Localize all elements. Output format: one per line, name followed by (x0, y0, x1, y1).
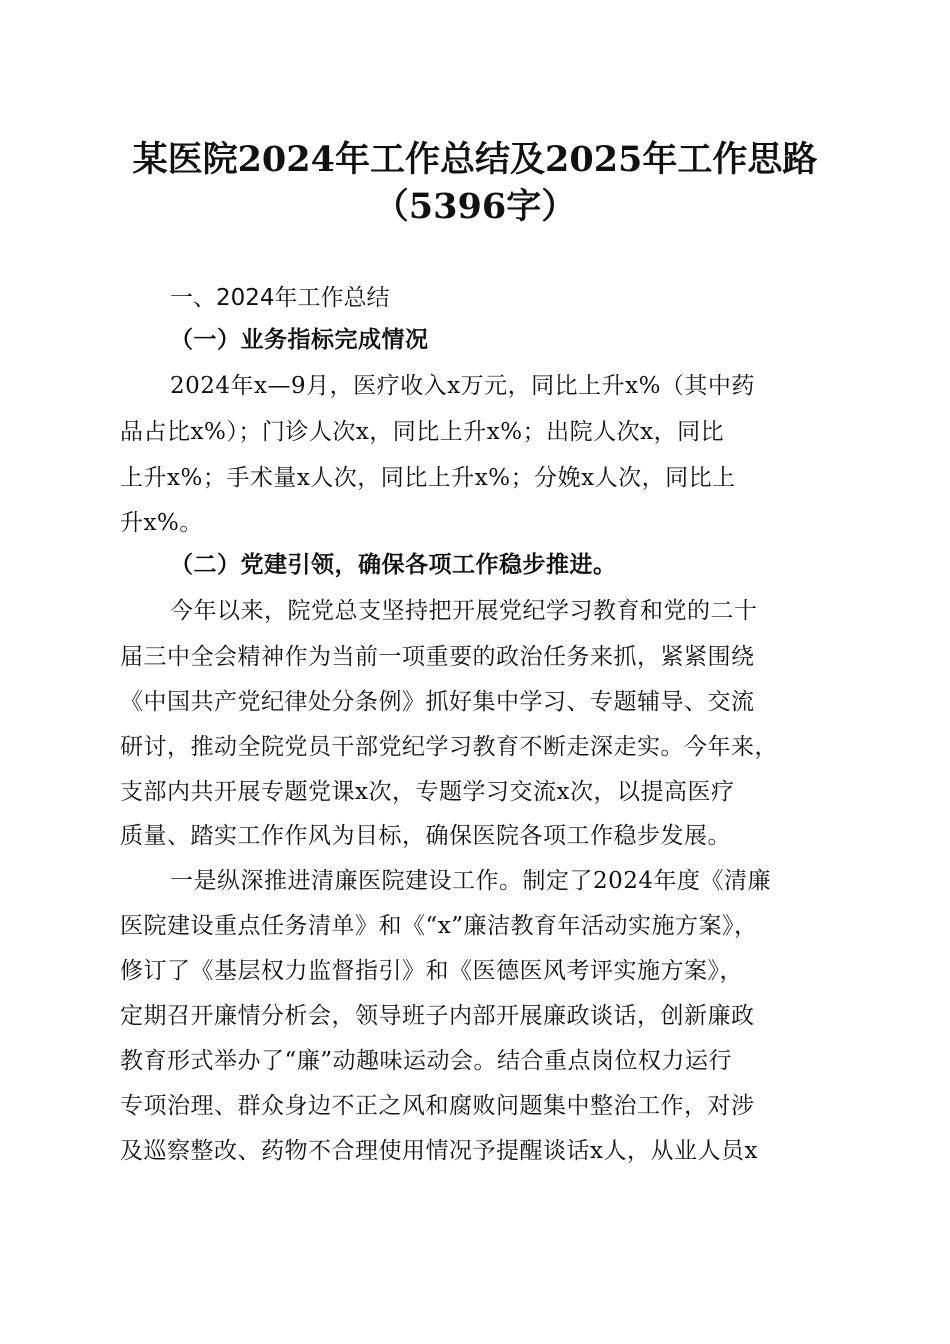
subsection-heading: （一）业务指标完成情况 (170, 326, 429, 353)
paragraph-line: 今年以来，院党总支坚持把开展党纪学习教育和党的二十 (170, 598, 758, 624)
document-title-wordcount: （5396字） (373, 186, 577, 227)
paragraph-line: 专项治理、群众身边不正之风和腐败问题集中整治工作，对涉 (120, 1093, 755, 1119)
paragraph-line: 医院建设重点任务清单》和《“x”廉洁教育年活动实施方案》， (120, 913, 758, 939)
paragraph-line: 及巡察整改、药物不合理使用情况予提醒谈话x人，从业人员x (120, 1138, 758, 1164)
paragraph-line: 《中国共产党纪律处分条例》抓好集中学习、专题辅导、交流 (120, 689, 755, 715)
paragraph-line: 修订了《基层权力监督指引》和《医德医风考评实施方案》， (120, 958, 743, 984)
paragraph-line: 教育形式举办了“廉”动趣味运动会。结合重点岗位权力运行 (120, 1048, 733, 1074)
subsection-heading: （二）党建引领，确保各项工作稳步推进。 (170, 551, 617, 578)
section-heading: 一、2024年工作总结 (170, 285, 390, 311)
paragraph-line: 2024年x—9月，医疗收入x万元，同比上升x%（其中药 (170, 373, 755, 399)
paragraph-line: 升x%。 (120, 510, 203, 536)
paragraph-line: 质量、踏实工作作风为目标，确保医院各项工作稳步发展。 (120, 823, 731, 849)
paragraph-line: 品占比x%）；门诊人次x，同比上升x%；出院人次x，同比 (120, 419, 725, 445)
paragraph-line: 研讨，推动全院党员干部党纪学习教育不断走深走实。今年来， (120, 734, 778, 760)
document-title: 某医院2024年工作总结及2025年工作思路 (132, 139, 818, 180)
paragraph-line: 定期召开廉情分析会，领导班子内部开展廉政谈话，创新廉政 (120, 1003, 755, 1029)
paragraph-line: 届三中全会精神作为当前一项重要的政治任务来抓，紧紧围绕 (120, 644, 755, 670)
paragraph-line: 上升x%；手术量x人次，同比上升x%；分娩x人次，同比上 (120, 465, 736, 491)
paragraph-line: 支部内共开展专题党课x次，专题学习交流x次，以提高医疗 (120, 779, 735, 805)
paragraph-line: 一是纵深推进清廉医院建设工作。制定了2024年度《清廉 (170, 868, 772, 894)
